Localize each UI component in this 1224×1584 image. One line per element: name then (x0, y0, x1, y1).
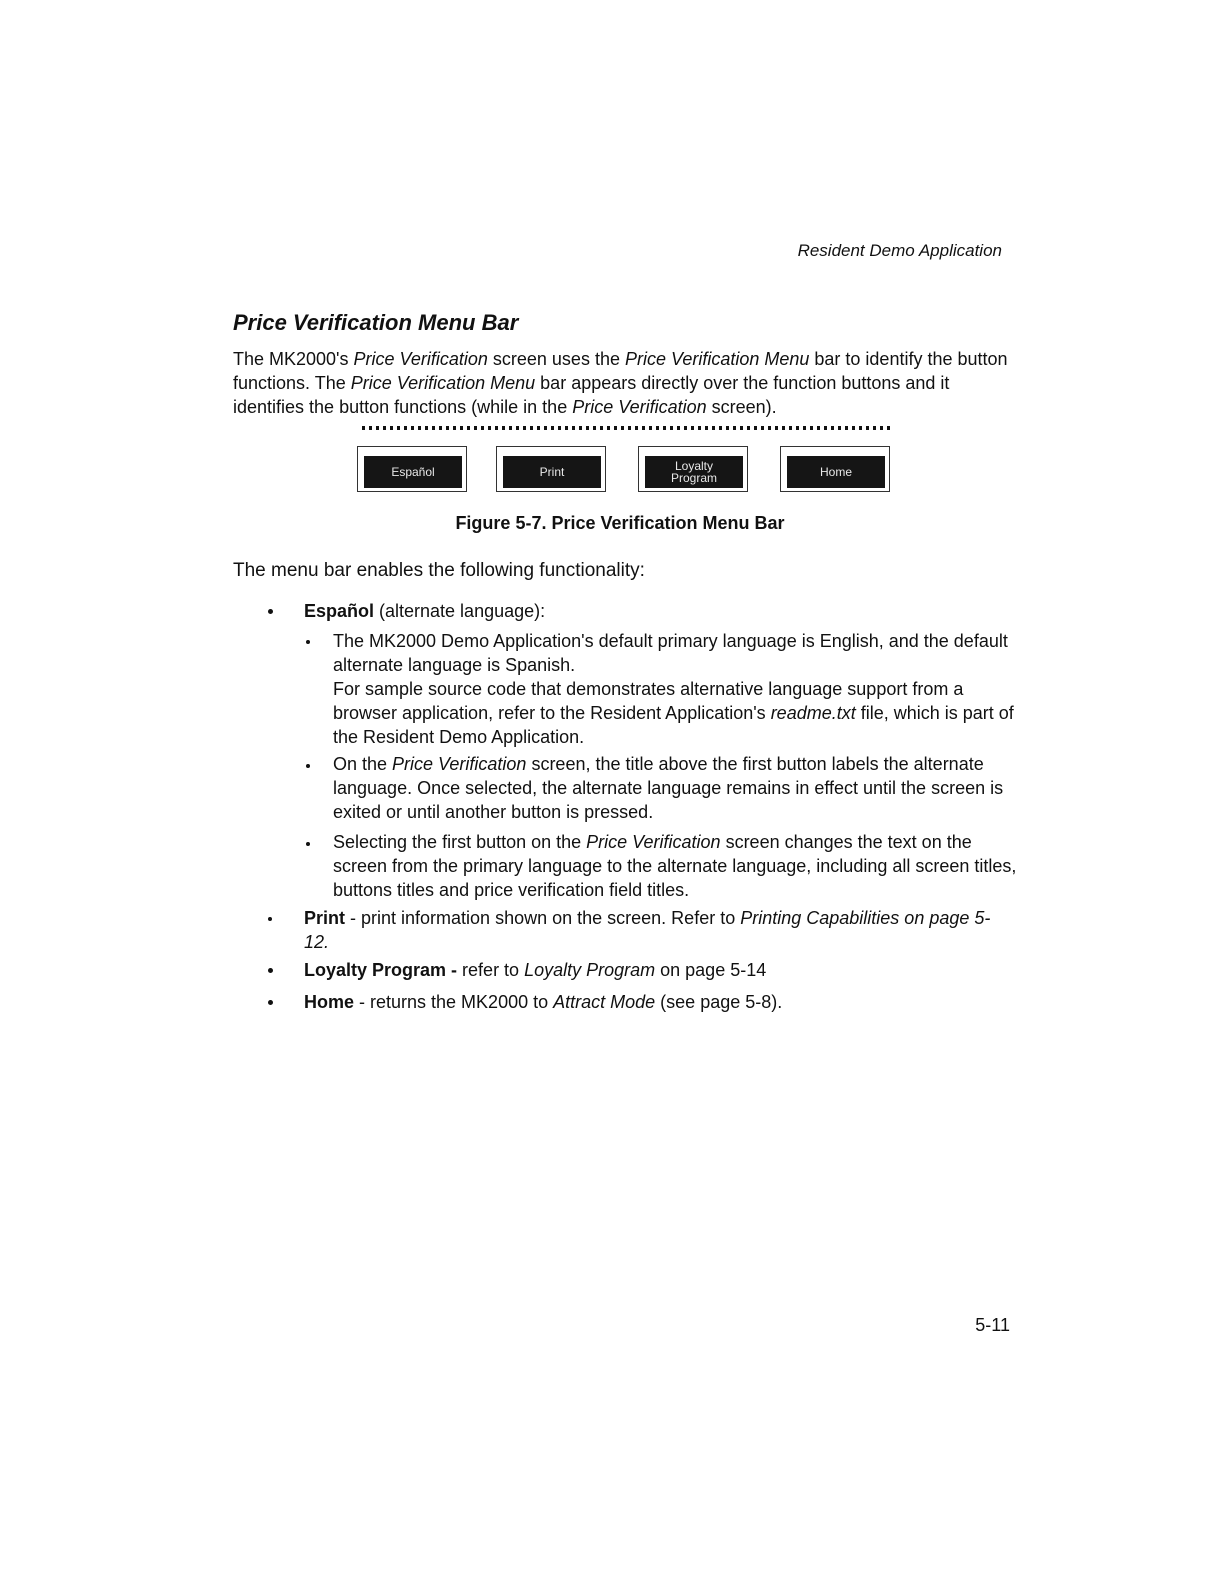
list-item (304, 599, 1004, 623)
bullet (268, 609, 273, 614)
list-item (304, 990, 1004, 1014)
intro-text: The MK2000's (233, 349, 354, 369)
list-item (333, 629, 1023, 749)
sub-bullet (306, 640, 310, 644)
list-text: Price Verification (392, 754, 527, 774)
espanol-button-label: Español (364, 456, 462, 488)
list-text: screen, the title above the first button labels the alternate language. Once selected, the alternate language remains in effect until the screen is exited or until another button is pressed. (333, 754, 1004, 822)
list-text: file, which is part of the Resident Demo Application. (333, 703, 1014, 747)
intro-text: Price Verification Menu (350, 373, 536, 393)
loyalty-program-button-label: Loyalty Program (645, 456, 743, 488)
list-text: Selecting the first button on the (333, 832, 587, 852)
list-text: on page 5-14 (655, 960, 767, 980)
intro-text: Price Verification (572, 397, 707, 417)
intro-text: bar to identify the button functions. The (233, 349, 1008, 393)
lead-sentence: The menu bar enables the following functionality: (233, 560, 645, 581)
list-text-block (333, 677, 1023, 749)
bullet (268, 968, 273, 973)
sub-bullet (306, 764, 310, 768)
print-button (496, 446, 606, 492)
list-item (304, 906, 1004, 954)
intro-text: Price Verification (353, 349, 488, 369)
dotted-rule (362, 426, 892, 430)
intro-paragraph (233, 347, 1023, 419)
intro-text: bar appears directly over the function buttons and it identifies the button functions (while in the (233, 373, 950, 417)
list-text: - print information shown on the screen. Refer to (345, 908, 741, 928)
list-term: Print (304, 908, 346, 928)
section-title: Price Verification Menu Bar (233, 310, 519, 335)
list-text: For sample source code that demonstrates alternative language support from a browser application, refer to the Resident Application's (333, 679, 964, 723)
espanol-button (357, 446, 467, 492)
home-button (780, 446, 890, 492)
list-item (333, 752, 1013, 824)
list-term: Español (304, 601, 375, 621)
intro-text: Price Verification Menu (624, 349, 810, 369)
list-text: The MK2000 Demo Application's default primary language is English, and the default alternate language is Spanish. (333, 631, 1008, 675)
intro-text: screen uses the (487, 349, 625, 369)
intro-text: screen). (706, 397, 777, 417)
menu-bar-figure (362, 426, 892, 494)
list-text: Printing Capabilities on page 5-12. (304, 908, 991, 952)
bullet (268, 917, 272, 921)
list-text: Loyalty Program (524, 960, 656, 980)
list-item (304, 958, 1004, 982)
list-text: screen changes the text on the screen from the primary language to the alternate language, including all screen titles, buttons titles and price verification field titles. (333, 832, 1017, 900)
list-text: (see page 5-8). (655, 992, 783, 1012)
bullet (268, 1000, 273, 1005)
home-button-label: Home (787, 456, 885, 488)
sub-bullet (306, 842, 310, 846)
print-button-label: Print (503, 456, 601, 488)
page-number: 5-11 (975, 1315, 1010, 1335)
list-text: Price Verification (586, 832, 721, 852)
figure-caption: Figure 5-7. Price Verification Menu Bar (455, 513, 785, 533)
list-text: readme.txt (770, 703, 856, 723)
list-text: refer to (457, 960, 525, 980)
list-term: Loyalty Program - (304, 960, 458, 980)
list-text: (alternate language): (374, 601, 546, 621)
loyalty-program-button (638, 446, 748, 492)
list-text: Attract Mode (553, 992, 656, 1012)
list-text: - returns the MK2000 to (354, 992, 554, 1012)
list-text: On the (333, 754, 393, 774)
list-item (333, 830, 1018, 902)
list-term: Home (304, 992, 355, 1012)
running-header: Resident Demo Application (797, 241, 1002, 260)
